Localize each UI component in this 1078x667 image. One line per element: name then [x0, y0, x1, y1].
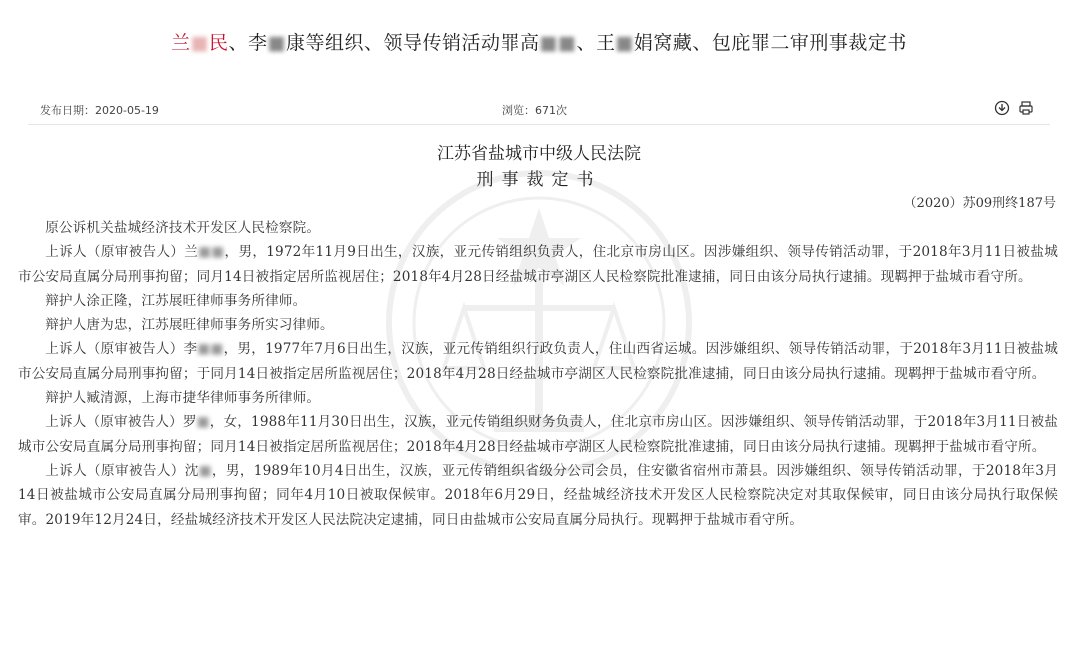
court-name: 江苏省盐城市中级人民法院	[437, 144, 641, 164]
action-icons	[994, 100, 1034, 116]
appellant-4-prefix: 上诉人（原审被告人）沈	[45, 462, 199, 479]
paragraph-appellant-4	[18, 459, 1058, 532]
appellant-1-redacted: ■■	[198, 244, 225, 261]
case-number: （2020）苏09刑终187号	[903, 196, 1056, 211]
appellant-3-prefix: 上诉人（原审被告人）罗	[45, 414, 197, 431]
header-divider	[28, 124, 1050, 125]
paragraph-defender-3: 辩护人臧清源，上海市捷华律师事务所律师。	[45, 390, 321, 407]
appellant-2-prefix: 上诉人（原审被告人）李	[45, 341, 198, 358]
title-text-4: 、王	[576, 32, 616, 54]
title-name-1: 兰	[171, 32, 191, 54]
appellant-1-details: ，男，1972年11月9日出生，汉族，亚元传销组织负责人，住北京市房山区。因涉嫌组织、领导传销活动罪，于2018年3月11日被盐城市公安局直属分局刑事拘留；同月14日被指定居所监视居住；2018年4月28日经盐城市亭湖区人民检察院批准逮捕，同日由该分局执行逮捕。现羁押于盐城市看守所。	[18, 244, 1058, 285]
title-text-2: 、李	[228, 32, 268, 54]
appellant-3-details: ，女，1988年11月30日出生，汉族，亚元传销组织财务负责人，住北京市房山区。因涉嫌组织、领导传销活动罪，于2018年3月11日被盐城市公安局直属分局刑事拘留；同月14日被指定居所监视居住；2018年4月28日经盐城市亭湖区人民检察院批准逮捕，同日由该分局执行逮捕。现羁押于盐城市看守所。	[18, 414, 1058, 455]
appellant-1-prefix: 上诉人（原审被告人）兰	[45, 244, 199, 261]
appellant-3-redacted: ■	[196, 414, 210, 431]
appellant-4-details: ，男，1989年10月4日出生，汉族，亚元传销组织省级分公司会员，住安徽省宿州市萧县。因涉嫌组织、领导传销活动罪，于2018年3月14日被盐城市公安局直属分局刑事拘留；同年4月10日被取保候审。2018年6月29日，经盐城经济技术开发区人民检察院决定对其取保候审，同日由该分局执行取保候审。2019年12月24日，经盐城经济技术开发区人民法院决定逮捕，同日由盐城市公安局直属分局执行。现羁押于盐城市看守所。	[18, 462, 1059, 528]
title-redacted-4: ■	[615, 32, 634, 54]
download-icon[interactable]	[994, 100, 1010, 116]
document-title	[0, 28, 1078, 55]
meta-bar	[0, 100, 1078, 120]
title-redacted-2: ■	[267, 32, 287, 54]
title-name-1b: 民	[209, 32, 229, 54]
title-text-5: 娟窝藏、包庇罪二审刑事裁定书	[633, 32, 907, 54]
document-type: 刑事裁定书	[476, 170, 602, 190]
appellant-2-details: ，男，1977年7月6日出生，汉族，亚元传销组织行政负责人，住山西省运城。因涉嫌组织、领导传销活动罪，于2018年3月11日被盐城市公安局直属分局刑事拘留；于同月14日被指定居所监视居住；2018年4月28日经盐城市亭湖区人民检察院批准逮捕，同日由该分局执行逮捕。现羁押于盐城市看守所。	[18, 341, 1058, 382]
publish-date: 发布日期：2020-05-19	[40, 104, 159, 117]
judgment-body	[18, 216, 1058, 532]
paragraph-defender-2: 辩护人唐为忠，江苏展旺律师事务所实习律师。	[45, 317, 334, 334]
view-count: 浏览：671次	[502, 104, 567, 117]
paragraph-appellant-3	[18, 410, 1058, 459]
paragraph-appellant-2	[18, 337, 1058, 386]
paragraph-appellant-1	[18, 240, 1058, 289]
title-text-3: 康等组织、领导传销活动罪高	[286, 32, 540, 54]
appellant-2-redacted: ■■	[197, 341, 224, 358]
paragraph-prosecutor: 原公诉机关盐城经济技术开发区人民检察院。	[45, 220, 321, 236]
appellant-4-redacted: ■	[198, 462, 212, 479]
title-redacted-3: ■■	[539, 32, 577, 54]
print-icon[interactable]	[1018, 100, 1034, 116]
title-redacted-1: ■	[190, 32, 210, 54]
paragraph-defender-1: 辩护人涂正隆，江苏展旺律师事务所律师。	[45, 292, 307, 309]
